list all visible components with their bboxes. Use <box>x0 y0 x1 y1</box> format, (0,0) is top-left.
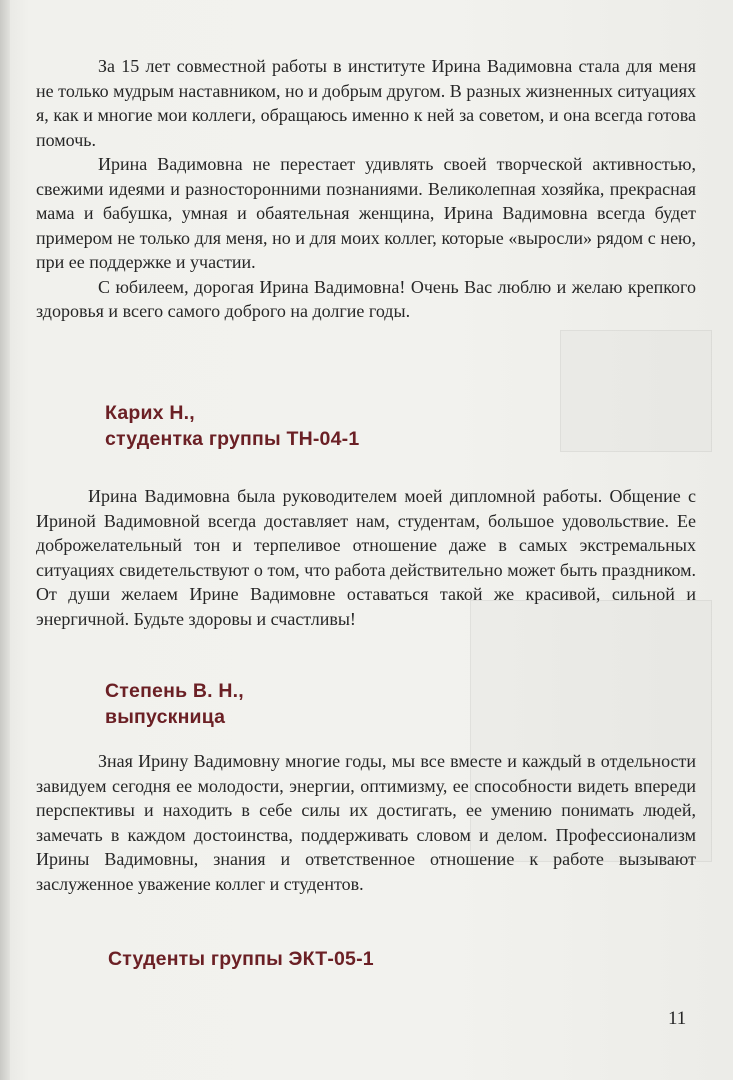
page-number: 11 <box>668 1008 687 1029</box>
section-3-text <box>36 749 696 896</box>
section-2-text <box>36 484 696 631</box>
author-name: Карих Н., <box>105 402 195 424</box>
author-name: Студенты группы ЭКТ-05-1 <box>108 948 374 970</box>
show-through-shadow <box>560 330 712 452</box>
author-signature-2 <box>105 678 244 730</box>
paragraph: Зная Ирину Вадимовну многие годы, мы все вместе и каждый в отдельности завидуем сегодня ее молодости, энергии, оптимизму, ее способности видеть впереди перспективы и находить в себе силы их достигать, ее умению понимать людей, замечать в каждом достоинства, поддерживать словом и делом. Профессионализм Ирины Вадимовны, знания и ответственное отношение к работе вызывают заслуженное уважение коллег и студентов. <box>36 751 696 894</box>
paragraph: С юбилеем, дорогая Ирина Вадимовна! Очень Вас люблю и желаю крепкого здоровья и всего самого доброго на долгие годы. <box>36 276 696 321</box>
paragraph: За 15 лет совместной работы в институте Ирина Вадимовна стала для меня не только мудрым наставником, но и добрым другом. В разных жизненных ситуациях я, как и многие мои коллеги, обращаюсь именно к ней за советом, и она всегда готова помочь. <box>36 56 696 150</box>
paragraph: Ирина Вадимовна не перестает удивлять своей творческой активностью, свежими идеями и разносторонними познаниями. Великолепная хозяйка, прекрасная мама и бабушка, умная и обаятельная женщина, Ирина Вадимовна всегда будет примером не только для меня, но и для моих коллег, которые «выросли» рядом с нею, при ее поддержке и участии. <box>36 154 696 272</box>
book-spine-shadow <box>0 0 10 1080</box>
author-role: выпускница <box>105 706 226 728</box>
author-name: Степень В. Н., <box>105 680 244 702</box>
author-role: студентка группы ТН-04-1 <box>105 428 360 450</box>
paragraph: Ирина Вадимовна была руководителем моей дипломной работы. Общение с Ириной Вадимовной всегда доставляет нам, студентам, большое удовольствие. Ее доброжелательный тон и терпеливое отношение даже в самых экстремальных ситуациях свидетельствуют о том, что работа действительно может быть праздником. От души желаем Ирине Вадимовне оставаться такой же красивой, сильной и энергичной. Будьте здоровы и счастливы! <box>36 486 696 629</box>
author-signature-1 <box>105 400 359 452</box>
author-signature-3 <box>108 946 374 972</box>
section-1-text <box>36 54 696 324</box>
